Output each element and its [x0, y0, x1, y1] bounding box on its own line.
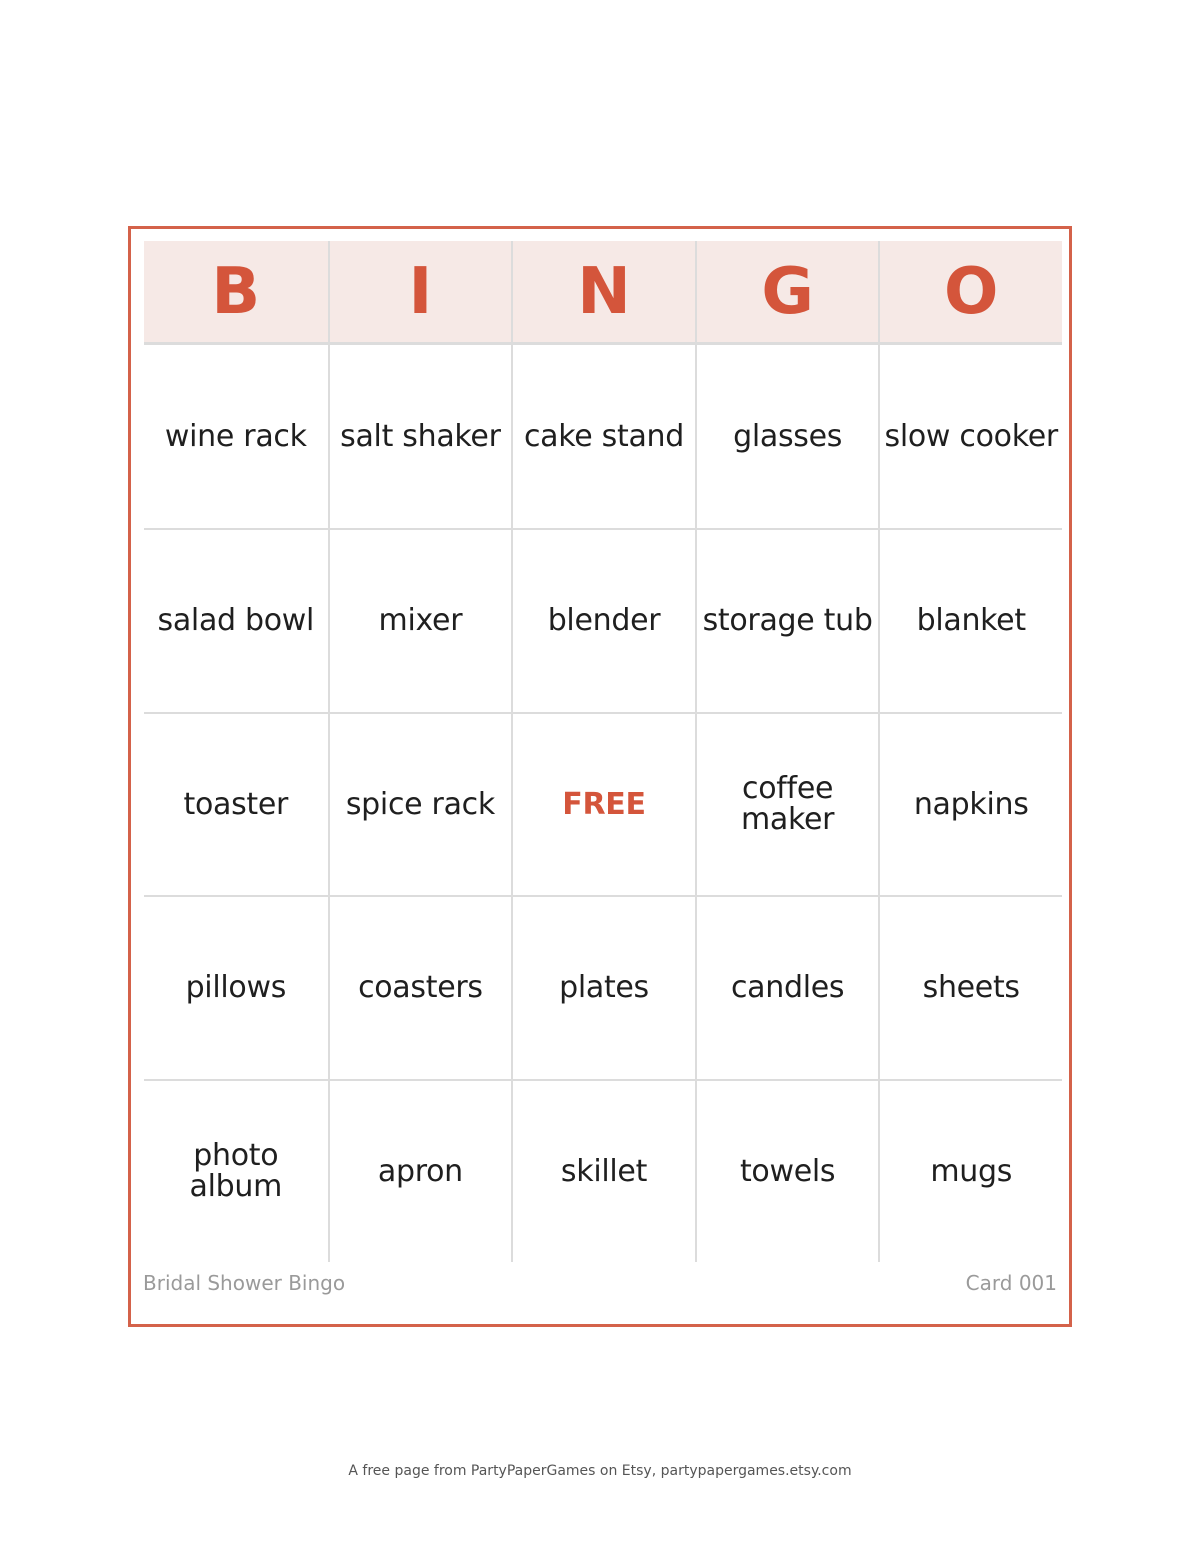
page-credit: A free page from PartyPaperGames on Etsy, partypapergames.etsy.com	[348, 1463, 852, 1479]
bingo-cell: mugs	[878, 1079, 1062, 1262]
bingo-cell: mixer	[328, 528, 512, 711]
bingo-cell: plates	[511, 895, 695, 1078]
bingo-cell: salt shaker	[328, 345, 512, 528]
bingo-cell: apron	[328, 1079, 512, 1262]
header-letter-o: O	[878, 241, 1062, 342]
bingo-cell: storage tub	[695, 528, 879, 711]
header-letter-i: I	[328, 241, 512, 342]
bingo-cell: blanket	[878, 528, 1062, 711]
bingo-grid	[144, 345, 1062, 1262]
bingo-cell: towels	[695, 1079, 879, 1262]
bingo-cell: wine rack	[164, 418, 307, 454]
bingo-cell: blender	[511, 528, 695, 711]
bingo-cell: cake stand	[511, 345, 695, 528]
bingo-cell: candles	[695, 895, 879, 1078]
bingo-cell: pillows	[144, 895, 328, 1078]
bingo-cell: napkins	[878, 712, 1062, 895]
card-number: Card 001	[965, 1271, 1057, 1295]
free-space-cell: FREE	[511, 712, 695, 895]
bingo-cell: coffee maker	[695, 712, 879, 895]
bingo-cell: slow cooker	[878, 345, 1062, 528]
bingo-cell: salad bowl	[144, 528, 328, 711]
header-letter-b: B	[211, 254, 261, 329]
header-letter-n: N	[511, 241, 695, 342]
bingo-cell: skillet	[511, 1079, 695, 1262]
bingo-cell: toaster	[144, 712, 328, 895]
bingo-card	[128, 226, 1072, 1327]
bingo-cell: sheets	[878, 895, 1062, 1078]
bingo-header	[144, 241, 1062, 345]
bingo-cell: coasters	[328, 895, 512, 1078]
bingo-cell: photo album	[144, 1079, 328, 1262]
header-letter-g: G	[695, 241, 879, 342]
bingo-cell: spice rack	[328, 712, 512, 895]
card-title: Bridal Shower Bingo	[143, 1271, 346, 1295]
bingo-cell: glasses	[695, 345, 879, 528]
